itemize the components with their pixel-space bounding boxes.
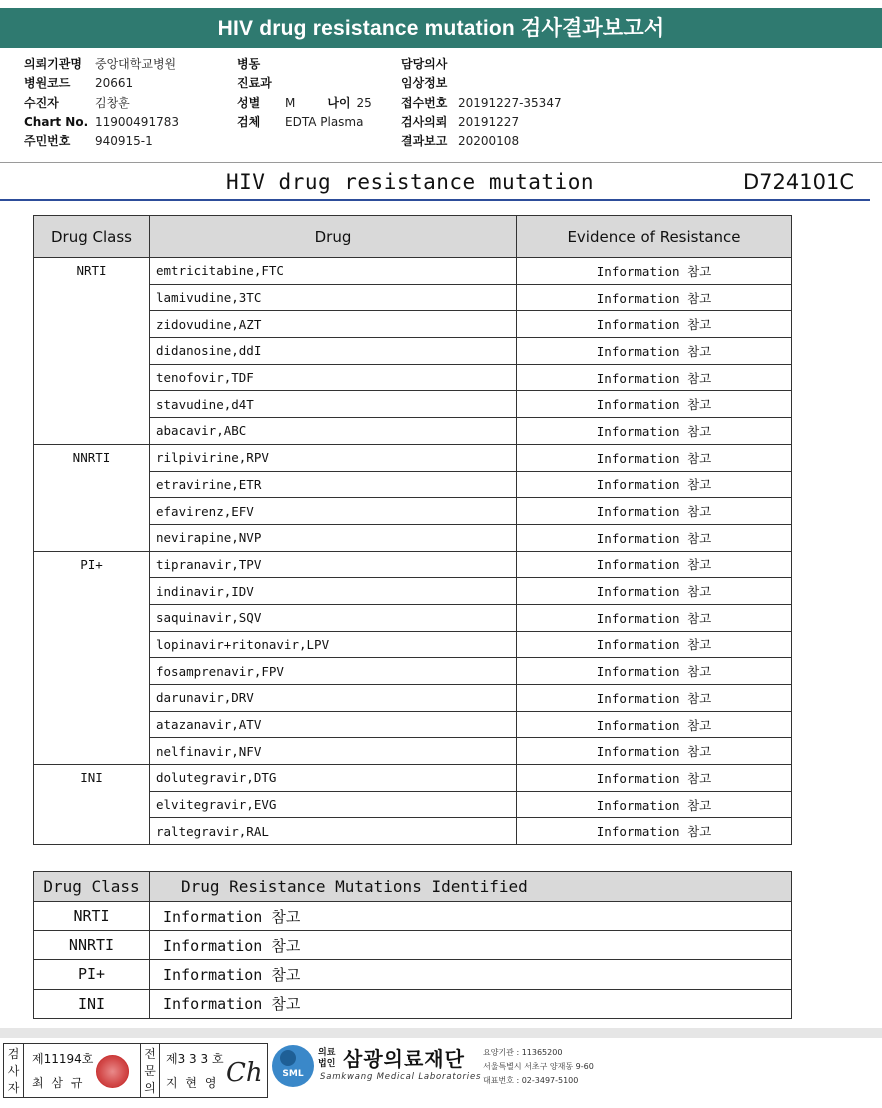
info-row-ward (237, 55, 372, 74)
header-mutations: Drug Resistance Mutations Identified (150, 872, 792, 902)
info-label: 의뢰기관명 (24, 57, 82, 71)
table-row (34, 551, 792, 578)
table-row (34, 258, 792, 285)
evidence-cell: Information 참고 (517, 311, 792, 338)
drug-resistance-table (33, 215, 792, 845)
table-row (34, 931, 792, 960)
drug-class-cell: PI+ (34, 960, 150, 989)
drug-cell: nelfinavir,NFV (150, 738, 517, 765)
report-title: HIV drug resistance mutation 검사결과보고서 (0, 8, 882, 48)
drug-cell: tenofovir,TDF (150, 364, 517, 391)
drug-cell: raltegravir,RAL (150, 818, 517, 845)
drug-cell: emtricitabine,FTC (150, 258, 517, 285)
info-value: 11900491783 (95, 114, 179, 129)
mutation-cell: Information 참고 (150, 960, 792, 989)
info-value: 20191227-35347 (458, 95, 562, 110)
info-row-department (237, 74, 372, 93)
specialist-license: 제3 3 3 호 (166, 1052, 224, 1066)
lab-info (483, 1046, 594, 1088)
evidence-cell: Information 참고 (517, 471, 792, 498)
evidence-cell: Information 참고 (517, 391, 792, 418)
info-row-clinical (401, 74, 562, 93)
drug-cell: lopinavir+ritonavir,LPV (150, 631, 517, 658)
drug-class-cell: NRTI (34, 902, 150, 931)
examiner-label-text: 검사자 (7, 1047, 20, 1095)
drug-cell: etravirine,ETR (150, 471, 517, 498)
header-evidence: Evidence of Resistance (517, 216, 792, 258)
drug-class-cell: INI (34, 765, 150, 845)
info-label: Chart No. (24, 114, 89, 129)
info-row-report-date (401, 132, 562, 151)
gender-label: 성별 (237, 95, 261, 110)
examiner-name: 최 삼 규 (32, 1076, 85, 1090)
drug-cell: atazanavir,ATV (150, 711, 517, 738)
specialist-label-text: 전문의 (144, 1047, 156, 1095)
info-row-request-date (401, 113, 562, 132)
info-value: 20191227 (458, 114, 520, 129)
info-label: 병원코드 (24, 76, 71, 91)
info-label: 결과보고 (401, 134, 448, 149)
specialist-label (140, 1044, 160, 1097)
logo-drop-icon (280, 1050, 296, 1066)
foundation-name-en: Samkwang Medical Laboratories (320, 1072, 482, 1082)
drug-cell: stavudine,d4T (150, 391, 517, 418)
sml-logo-icon (272, 1045, 314, 1087)
evidence-cell: Information 참고 (517, 738, 792, 765)
patient-info-middle (237, 55, 372, 132)
foundation-name: 삼광의료재단 (343, 1047, 465, 1071)
signature-box (3, 1043, 268, 1098)
evidence-cell: Information 참고 (517, 765, 792, 792)
evidence-cell: Information 참고 (517, 418, 792, 445)
table-row (34, 444, 792, 471)
logo-text: SML (282, 1069, 304, 1079)
age-value: 25 (356, 95, 372, 110)
header-drug-class: Drug Class (34, 216, 150, 258)
drug-cell: abacavir,ABC (150, 418, 517, 445)
evidence-cell: Information 참고 (517, 658, 792, 685)
evidence-cell: Information 참고 (517, 444, 792, 471)
evidence-cell: Information 참고 (517, 551, 792, 578)
table-header-row (34, 216, 792, 258)
info-row-resident-no (24, 132, 179, 151)
info-label: 검사의뢰 (401, 114, 448, 129)
table-row (34, 989, 792, 1018)
drug-class-cell: INI (34, 989, 150, 1018)
drug-class-cell: NNRTI (34, 931, 150, 960)
drug-cell: nevirapine,NVP (150, 524, 517, 551)
evidence-cell: Information 참고 (517, 604, 792, 631)
drug-cell: tipranavir,TPV (150, 551, 517, 578)
lab-phone: 대표번호 : 02-3497-5100 (483, 1076, 579, 1085)
lab-address: 서울특별시 서초구 양재동 9-60 (483, 1062, 594, 1071)
table-row (34, 765, 792, 792)
info-value: 20661 (95, 76, 134, 91)
lab-code: 요양기관 : 11365200 (483, 1048, 563, 1057)
drug-cell: zidovudine,AZT (150, 311, 517, 338)
drug-cell: elvitegravir,EVG (150, 791, 517, 818)
info-value: 940915-1 (95, 134, 153, 149)
info-row-institution (24, 55, 179, 74)
info-row-hospital-code (24, 74, 179, 93)
info-value: 20200108 (458, 134, 520, 149)
drug-cell: rilpivirine,RPV (150, 444, 517, 471)
table-header-row (34, 872, 792, 902)
examiner-label (4, 1044, 24, 1097)
mutation-cell: Information 참고 (150, 989, 792, 1018)
evidence-cell: Information 참고 (517, 791, 792, 818)
evidence-cell: Information 참고 (517, 524, 792, 551)
drug-class-cell: NRTI (34, 258, 150, 445)
info-row-gender-age (237, 94, 372, 113)
drug-cell: indinavir,IDV (150, 578, 517, 605)
info-row-chart-no (24, 113, 179, 132)
info-label: 담당의사 (401, 57, 448, 71)
drug-cell: darunavir,DRV (150, 685, 517, 712)
drug-cell: lamivudine,3TC (150, 284, 517, 311)
info-label: 진료과 (237, 76, 272, 91)
evidence-cell: Information 참고 (517, 364, 792, 391)
mutation-cell: Information 참고 (150, 902, 792, 931)
evidence-cell: Information 참고 (517, 685, 792, 712)
evidence-cell: Information 참고 (517, 631, 792, 658)
table-row (34, 902, 792, 931)
drug-table-body (34, 258, 792, 845)
drug-cell: fosamprenavir,FPV (150, 658, 517, 685)
drug-class-cell: NNRTI (34, 444, 150, 551)
footer-band (0, 1028, 882, 1038)
drug-cell: efavirenz,EFV (150, 498, 517, 525)
info-label: 임상정보 (401, 76, 448, 91)
info-value: EDTA Plasma (285, 114, 364, 129)
test-code: D724101C (743, 170, 854, 194)
evidence-cell: Information 참고 (517, 338, 792, 365)
section-rule (0, 199, 870, 201)
evidence-cell: Information 참고 (517, 258, 792, 285)
info-row-physician (401, 55, 562, 74)
header-drug-class: Drug Class (34, 872, 150, 902)
info-label: 주민번호 (24, 134, 71, 149)
signature-mark: Ch (226, 1058, 263, 1088)
mutations-table (33, 871, 792, 1019)
evidence-cell: Information 참고 (517, 578, 792, 605)
info-value: 중앙대학교병원 (95, 57, 177, 71)
header-drug: Drug (150, 216, 517, 258)
header-divider (0, 162, 882, 163)
info-row-patient (24, 94, 179, 113)
drug-cell: didanosine,ddI (150, 338, 517, 365)
mutations-table-body (34, 902, 792, 1019)
info-value: 김창훈 (95, 95, 130, 110)
section-title: HIV drug resistance mutation (225, 170, 594, 194)
info-row-specimen (237, 113, 372, 132)
info-label: 검체 (237, 114, 261, 129)
patient-info-right (401, 55, 562, 151)
info-row-receipt-no (401, 94, 562, 113)
specialist-name: 지 현 영 (166, 1076, 219, 1090)
drug-cell: saquinavir,SQV (150, 604, 517, 631)
evidence-cell: Information 참고 (517, 284, 792, 311)
evidence-cell: Information 참고 (517, 498, 792, 525)
table-row (34, 960, 792, 989)
mutation-cell: Information 참고 (150, 931, 792, 960)
evidence-cell: Information 참고 (517, 818, 792, 845)
gender-value: M (285, 95, 296, 110)
examiner-license: 제11194호 (32, 1052, 94, 1066)
patient-info-left (24, 55, 179, 151)
info-label: 접수번호 (401, 95, 448, 110)
drug-cell: dolutegravir,DTG (150, 765, 517, 792)
info-label: 수진자 (24, 95, 59, 110)
corp-type: 의료 법인 (318, 1048, 336, 1069)
age-label: 나이 (327, 95, 351, 110)
evidence-cell: Information 참고 (517, 711, 792, 738)
drug-class-cell: PI+ (34, 551, 150, 765)
info-label: 병동 (237, 57, 261, 71)
seal-stamp (96, 1055, 129, 1088)
